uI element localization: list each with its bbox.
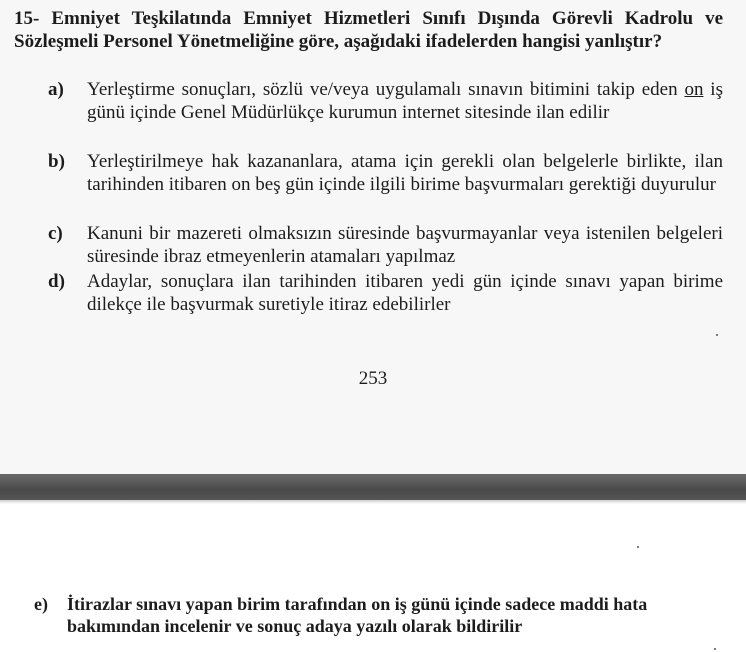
option-e-text: İtirazlar sınavı yapan birim tarafından on iş günü içinde sadece maddi hata bakımından incelenir ve sonuç adaya yazılı olarak bildirilir bbox=[67, 594, 648, 636]
page-number: 253 bbox=[358, 368, 388, 389]
option-e bbox=[34, 593, 724, 637]
scan-speck bbox=[637, 546, 639, 548]
option-c-letter: c) bbox=[48, 223, 63, 244]
option-a bbox=[48, 78, 723, 124]
option-b-text: Yerleştirilmeye hak kazananlara, atama için gerekli olan belgelerle birlikte, ilan tarihinden itibaren on beş gün içinde ilgili birime başvurmaları gerektiği duyurulur bbox=[87, 151, 723, 195]
option-a-underlined-word: on bbox=[684, 79, 704, 100]
option-b bbox=[48, 150, 723, 196]
option-a-letter: a) bbox=[48, 79, 64, 100]
scan-speck bbox=[716, 334, 718, 336]
page-break-shadow bbox=[0, 500, 746, 504]
option-a-text bbox=[87, 78, 723, 124]
option-b-letter: b) bbox=[48, 151, 65, 172]
option-d-letter: d) bbox=[48, 271, 65, 292]
option-d-text: Adaylar, sonuçlara ilan tarihinden itibaren yedi gün içinde sınavı yapan birime dilekçe ile başvurmak suretiyle itiraz edebilirler bbox=[87, 271, 723, 315]
option-c-text: Kanuni bir mazereti olmaksızın süresinde başvurmayanlar veya istenilen belgeleri süresinde ibraz etmeyenlerin atamaları yapılmaz bbox=[87, 223, 723, 267]
scan-speck bbox=[714, 648, 716, 650]
page-break-divider bbox=[0, 474, 746, 500]
option-a-text-end: iş günü içinde Genel Müdürlükçe kurumun internet sitesinde ilan edilir bbox=[87, 79, 723, 123]
option-d bbox=[48, 270, 723, 316]
option-c bbox=[48, 222, 723, 268]
option-a-text-start: Yerleştirme sonuçları, sözlü ve/veya uygulamalı sınavın bitimini takip eden bbox=[87, 79, 685, 100]
option-e-letter: e) bbox=[34, 594, 48, 614]
question-text: 15- Emniyet Teşkilatında Emniyet Hizmetleri Sınıfı Dışında Görevli Kadrolu ve Sözleşmeli Personel Yönetmeliğine göre, aşağıdaki ifadelerden hangisi yanlıştır? bbox=[14, 8, 723, 52]
